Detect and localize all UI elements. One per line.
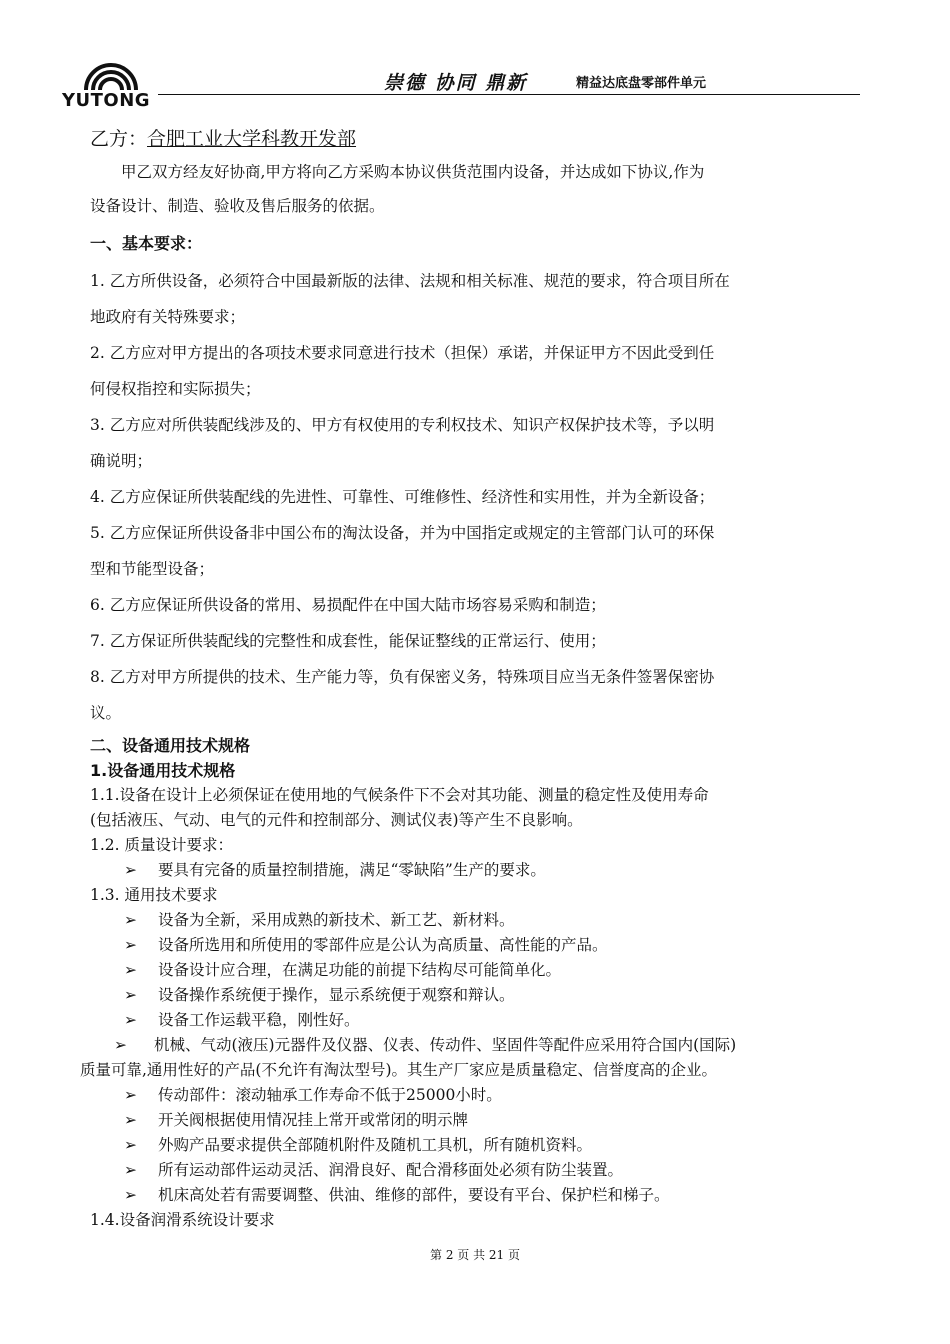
intro-line-2: 设备设计、制造、验收及售后服务的依据。 — [90, 197, 385, 215]
page-header — [60, 50, 860, 110]
bullet-text: 设备所选用和所使用的零部件应是公认为高质量、高性能的产品。 — [158, 936, 608, 954]
arrow-bullet-icon: ➢ — [124, 961, 137, 979]
clause-1-2-title: 1.2. 质量设计要求： — [90, 836, 234, 854]
bullet-item — [124, 1158, 860, 1183]
list-item: 5. 乙方应保证所供设备非中国公布的淘汰设备，并为中国指定或规定的主管部门认可的环保 — [90, 524, 715, 542]
section-1-title: 一、基本要求： — [90, 234, 203, 253]
bullet-text: 外购产品要求提供全部随机附件及随机工具机，所有随机资料。 — [158, 1136, 593, 1154]
logo-text: YUTONG — [62, 90, 151, 111]
header-divider — [158, 94, 860, 95]
party-b-line — [90, 124, 860, 151]
bullet-item-wrap — [90, 1033, 860, 1058]
bullet-text: 机床高处若有需要调整、供油、维修的部件，要设有平台、保护栏和梯子。 — [158, 1186, 670, 1204]
list-item: 4. 乙方应保证所供装配线的先进性、可靠性、可维修性、经济性和实用性，并为全新设备； — [90, 488, 715, 506]
clause-1-3-title: 1.3. 通用技术要求 — [90, 886, 218, 904]
party-b-label: 乙方： — [90, 128, 148, 150]
company-motto: 崇德 协同 鼎新 — [384, 72, 528, 94]
unit-name: 精益达底盘零部件单元 — [576, 76, 707, 91]
list-item: 1. 乙方所供设备，必须符合中国最新版的法律、法规和相关标准、规范的要求，符合项目所在 — [90, 272, 730, 290]
bullet-item-cont: 质量可靠,通用性好的产品(不允许有淘汰型号)。其生产厂家应是质量稳定、信誉度高的企业。 — [80, 1061, 718, 1079]
bullet-item — [124, 1108, 860, 1133]
arrow-bullet-icon: ➢ — [124, 1086, 137, 1104]
bullet-text: 设备工作运载平稳，刚性好。 — [158, 1011, 360, 1029]
clause-1-1-line-2: (包括液压、气动、电气的元件和控制部分、测试仪表)等产生不良影响。 — [90, 811, 583, 829]
list-item-cont: 何侵权指控和实际损失； — [90, 380, 261, 398]
bullet-item — [124, 983, 860, 1008]
clause-1-4-title: 1.4.设备润滑系统设计要求 — [90, 1211, 275, 1229]
bullet-item — [124, 858, 860, 883]
bullet-item — [124, 908, 860, 933]
page-number: 第 2 页 共 21 页 — [430, 1248, 520, 1262]
arrow-bullet-icon: ➢ — [124, 861, 137, 879]
bullet-item — [124, 1008, 860, 1033]
section-2-title: 二、设备通用技术规格 — [90, 736, 251, 755]
list-item: 7. 乙方保证所供装配线的完整性和成套性，能保证整线的正常运行、使用； — [90, 632, 606, 650]
arrow-bullet-icon: ➢ — [124, 986, 137, 1004]
intro-line-1: 甲乙双方经友好协商,甲方将向乙方采购本协议供货范围内设备，并达成如下协议,作为 — [121, 163, 705, 181]
bullet-item — [124, 958, 860, 983]
bullet-text: 要具有完备的质量控制措施，满足“零缺陷”生产的要求。 — [158, 861, 546, 879]
section-1-list — [90, 263, 860, 731]
list-item: 8. 乙方对甲方所提供的技术、生产能力等，负有保密义务，特殊项目应当无条件签署保密协 — [90, 668, 715, 686]
bullet-item — [124, 1083, 860, 1108]
list-item-cont: 地政府有关特殊要求； — [90, 308, 246, 326]
arrow-bullet-icon: ➢ — [124, 1161, 137, 1179]
arrow-bullet-icon: ➢ — [124, 1136, 137, 1154]
list-item-cont: 确说明； — [90, 452, 153, 470]
bullet-item — [124, 933, 860, 958]
list-item: 3. 乙方应对所供装配线涉及的、甲方有权使用的专利权技术、知识产权保护技术等，予以明 — [90, 416, 715, 434]
document-body — [80, 124, 860, 1233]
arrow-bullet-icon: ➢ — [114, 1036, 127, 1054]
logo-arcs-icon — [82, 52, 140, 92]
bullet-text: 传动部件：滚动轴承工作寿命不低于25000小时。 — [158, 1086, 502, 1104]
list-item: 2. 乙方应对甲方提出的各项技术要求同意进行技术（担保）承诺，并保证甲方不因此受到任 — [90, 344, 715, 362]
bullet-text: 开关阀根据使用情况挂上常开或常闭的明示牌 — [158, 1111, 469, 1129]
arrow-bullet-icon: ➢ — [124, 1111, 137, 1129]
bullet-item — [124, 1133, 860, 1158]
arrow-bullet-icon: ➢ — [124, 1011, 137, 1029]
clause-1-1-line-1: 1.1.设备在设计上必须保证在使用地的气候条件下不会对其功能、测量的稳定性及使用寿命 — [90, 786, 709, 804]
bullet-text: 所有运动部件运动灵活、润滑良好、配合滑移面处必须有防尘装置。 — [158, 1161, 624, 1179]
bullet-text: 设备设计应合理，在满足功能的前提下结构尽可能简单化。 — [158, 961, 562, 979]
bullet-text: 机械、气动(液压)元器件及仪器、仪表、传动件、坚固件等配件应采用符合国内(国际) — [154, 1036, 737, 1054]
arrow-bullet-icon: ➢ — [124, 1186, 137, 1204]
list-item-cont: 议。 — [90, 704, 122, 722]
bullet-item — [124, 1183, 860, 1208]
list-item-cont: 型和节能型设备； — [90, 560, 215, 578]
subsection-1-title: 1.设备通用技术规格 — [90, 761, 236, 780]
arrow-bullet-icon: ➢ — [124, 911, 137, 929]
party-b-name: 合肥工业大学科教开发部 — [147, 128, 357, 150]
arrow-bullet-icon: ➢ — [124, 936, 137, 954]
yutong-logo — [60, 50, 160, 112]
bullet-text: 设备操作系统便于操作，显示系统便于观察和辩认。 — [158, 986, 515, 1004]
list-item: 6. 乙方应保证所供设备的常用、易损配件在中国大陆市场容易采购和制造； — [90, 596, 606, 614]
bullet-text: 设备为全新，采用成熟的新技术、新工艺、新材料。 — [158, 911, 515, 929]
